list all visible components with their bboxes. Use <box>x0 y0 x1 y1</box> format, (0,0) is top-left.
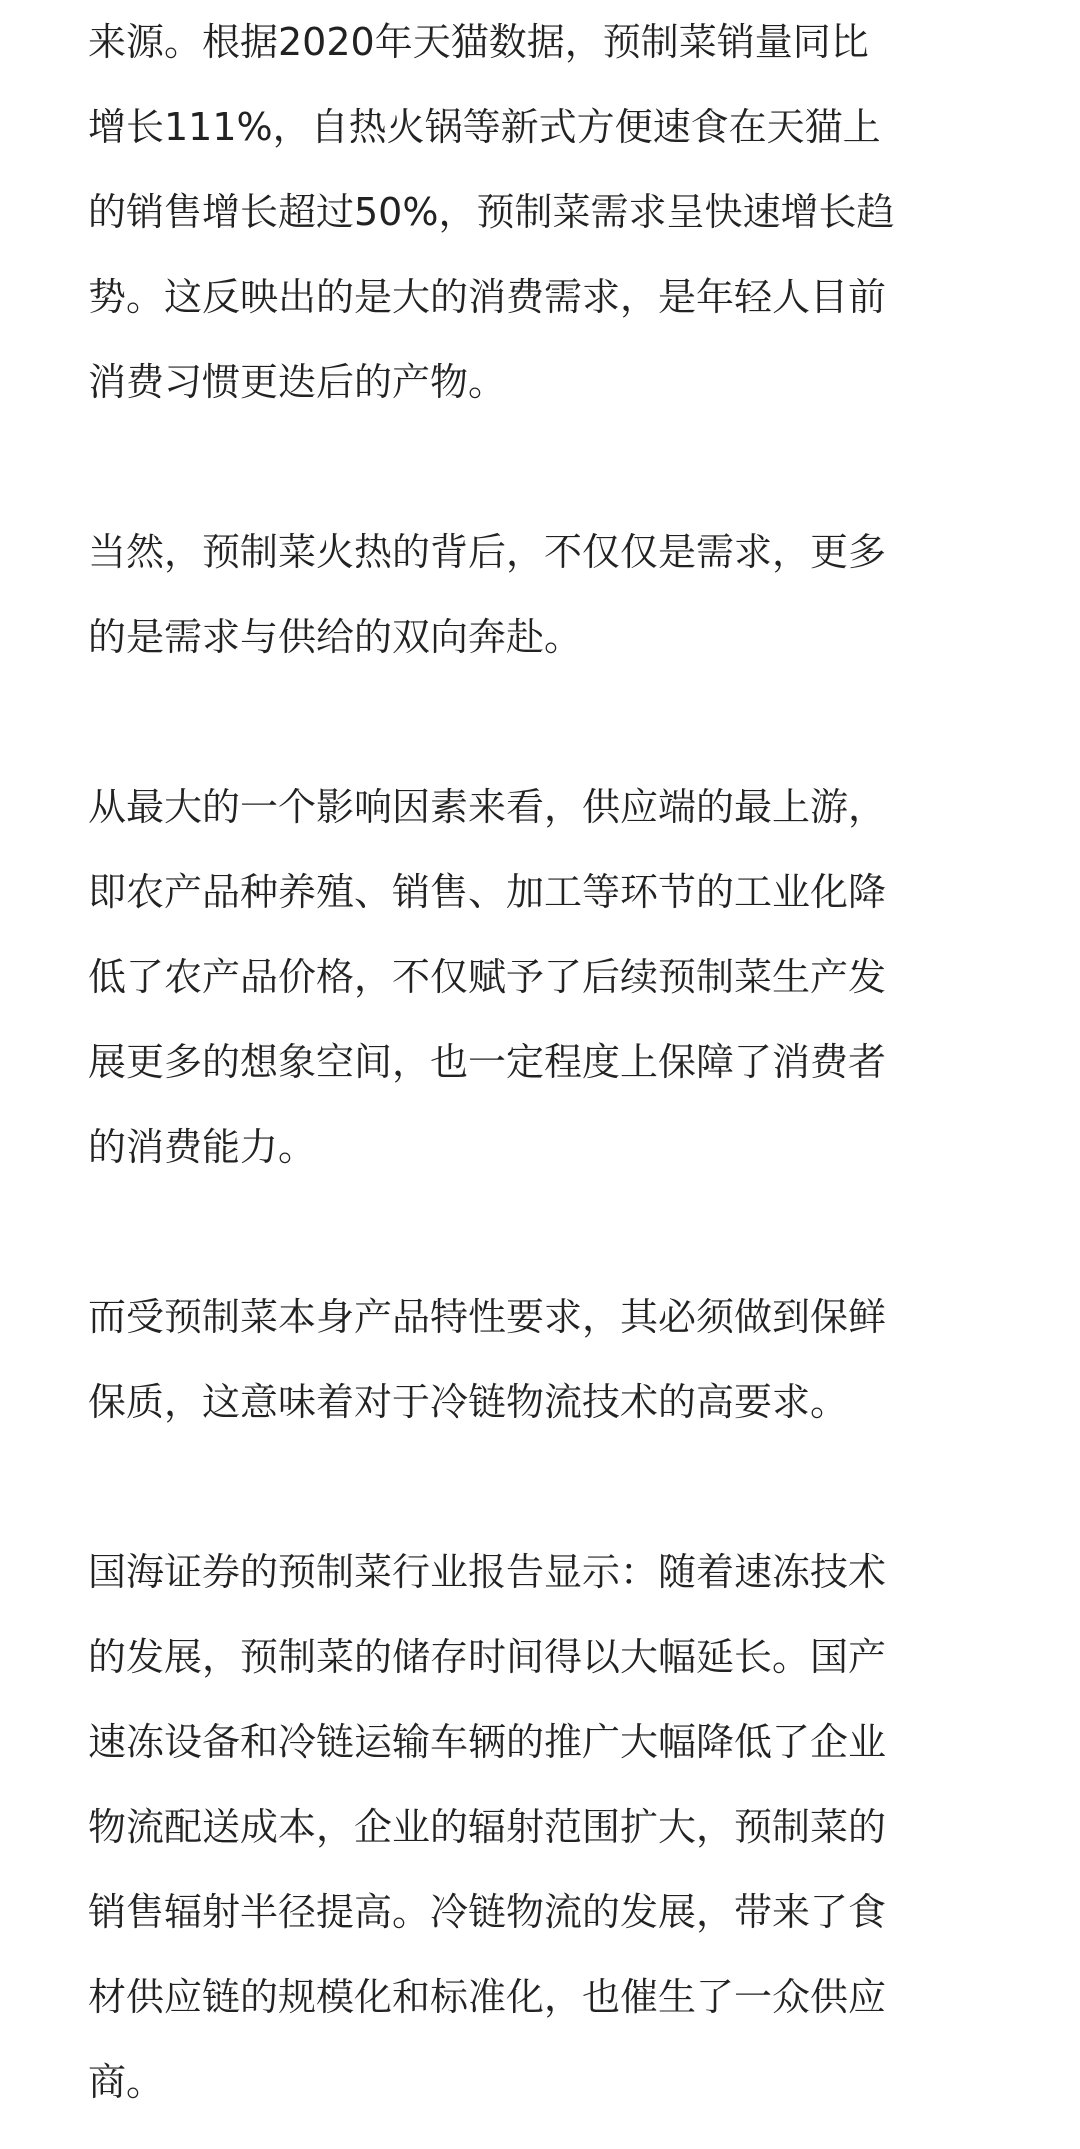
text-line: 销售辐射半径提高。冷链物流的发展，带来了食 <box>88 1890 887 1934</box>
text-line: 材供应链的规模化和标准化，也催生了一众供应 <box>88 1975 887 2019</box>
text-line: 物流配送成本，企业的辐射范围扩大，预制菜的 <box>88 1805 887 1849</box>
text-line: 展更多的想象空间，也一定程度上保障了消费者 <box>88 1040 887 1084</box>
text-line: 的销售增长超过50%，预制菜需求呈快速增长趋 <box>88 190 895 234</box>
text-line: 当然，预制菜火热的背后，不仅仅是需求，更多 <box>88 530 887 574</box>
text-line: 速冻设备和冷链运输车辆的推广大幅降低了企业 <box>88 1720 887 1764</box>
text-line: 而受预制菜本身产品特性要求，其必须做到保鲜 <box>88 1295 887 1339</box>
paragraph-2 <box>88 510 992 680</box>
text-line: 低了农产品价格，不仅赋予了后续预制菜生产发 <box>88 955 887 999</box>
text-line: 的消费能力。 <box>88 1125 317 1169</box>
text-line: 来源。根据2020年天猫数据，预制菜销量同比 <box>88 20 869 64</box>
text-line: 即农产品种养殖、销售、加工等环节的工业化降 <box>88 870 887 914</box>
text-line: 商。 <box>88 2060 165 2104</box>
text-line: 的是需求与供给的双向奔赴。 <box>88 615 583 659</box>
paragraph-4 <box>88 1275 992 1445</box>
text-line: 消费习惯更迭后的产物。 <box>88 360 507 404</box>
text-line: 保质，这意味着对于冷链物流技术的高要求。 <box>88 1380 849 1424</box>
paragraph-5 <box>88 1530 992 2125</box>
text-line: 增长111%，自热火锅等新式方便速食在天猫上 <box>88 105 881 149</box>
paragraph-1 <box>88 0 992 425</box>
text-line: 势。这反映出的是大的消费需求，是年轻人目前 <box>88 275 887 319</box>
text-line: 的发展，预制菜的储存时间得以大幅延长。国产 <box>88 1635 887 1679</box>
text-line: 从最大的一个影响因素来看，供应端的最上游， <box>88 785 887 829</box>
text-line: 国海证券的预制菜行业报告显示：随着速冻技术 <box>88 1550 887 1594</box>
paragraph-3 <box>88 765 992 1190</box>
